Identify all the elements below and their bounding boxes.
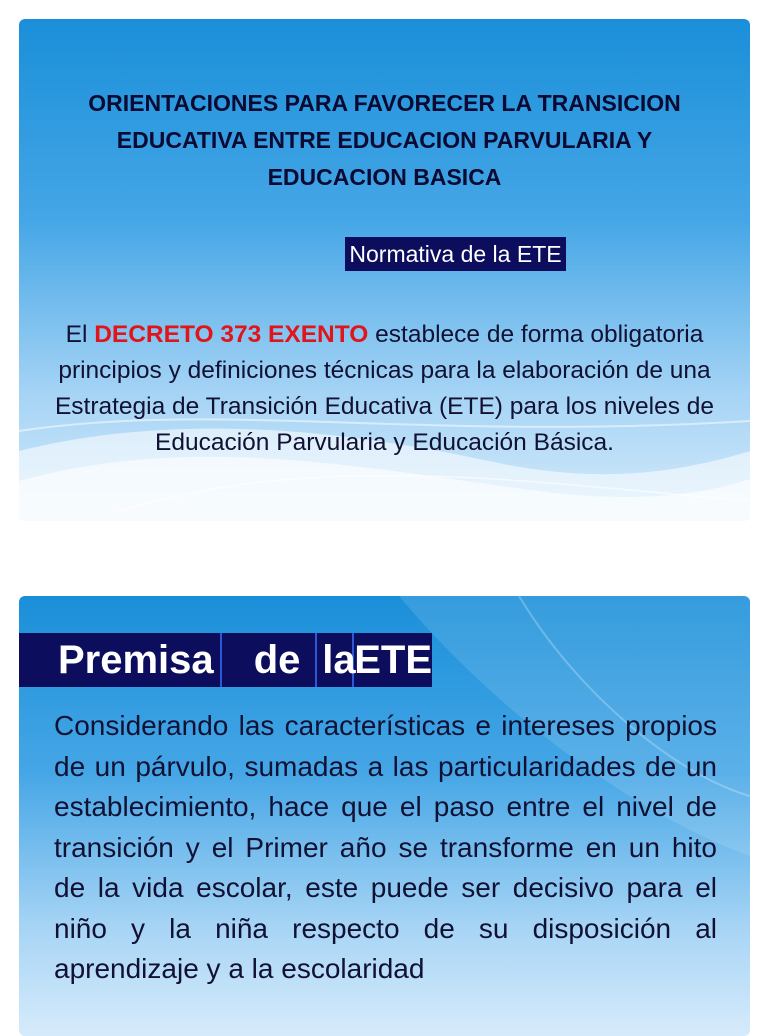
slide-1	[19, 19, 750, 521]
normativa-heading: Normativa de la ETE	[345, 237, 565, 271]
slide-title: ORIENTACIONES PARA FAVORECER LA TRANSICION EDUCATIVA ENTRE EDUCACION PARVULARIA Y EDUCACION BASICA	[88, 90, 681, 190]
body-prefix: El	[65, 321, 95, 348]
premisa-heading	[19, 633, 432, 687]
heading-word-premisa: Premisa	[19, 633, 222, 687]
heading-word-la: la	[317, 633, 354, 687]
heading-word-ete: ETE	[354, 638, 432, 682]
decreto-highlight: DECRETO 373 EXENTO	[94, 321, 369, 348]
slide-2	[19, 596, 750, 1036]
heading-word-de: de	[222, 633, 317, 687]
premisa-paragraph: Considerando las características e intereses propios de un párvulo, sumadas a las particularidades de un establecimiento, hace que el paso entre el nivel de transición y el Primer año se transforme en un hito de la vida escolar, este puede ser decisivo para el niño y la niña respecto de su disposición al aprendizaje y a la escolaridad	[54, 710, 717, 984]
decreto-paragraph	[19, 317, 750, 461]
body-rest: establece de forma obligatoria principios y definiciones técnicas para la elaboración de una Estrategia de Transición Educativa (ETE) para los niveles de Educación Parvularia y Educación Básica.	[54, 321, 715, 456]
